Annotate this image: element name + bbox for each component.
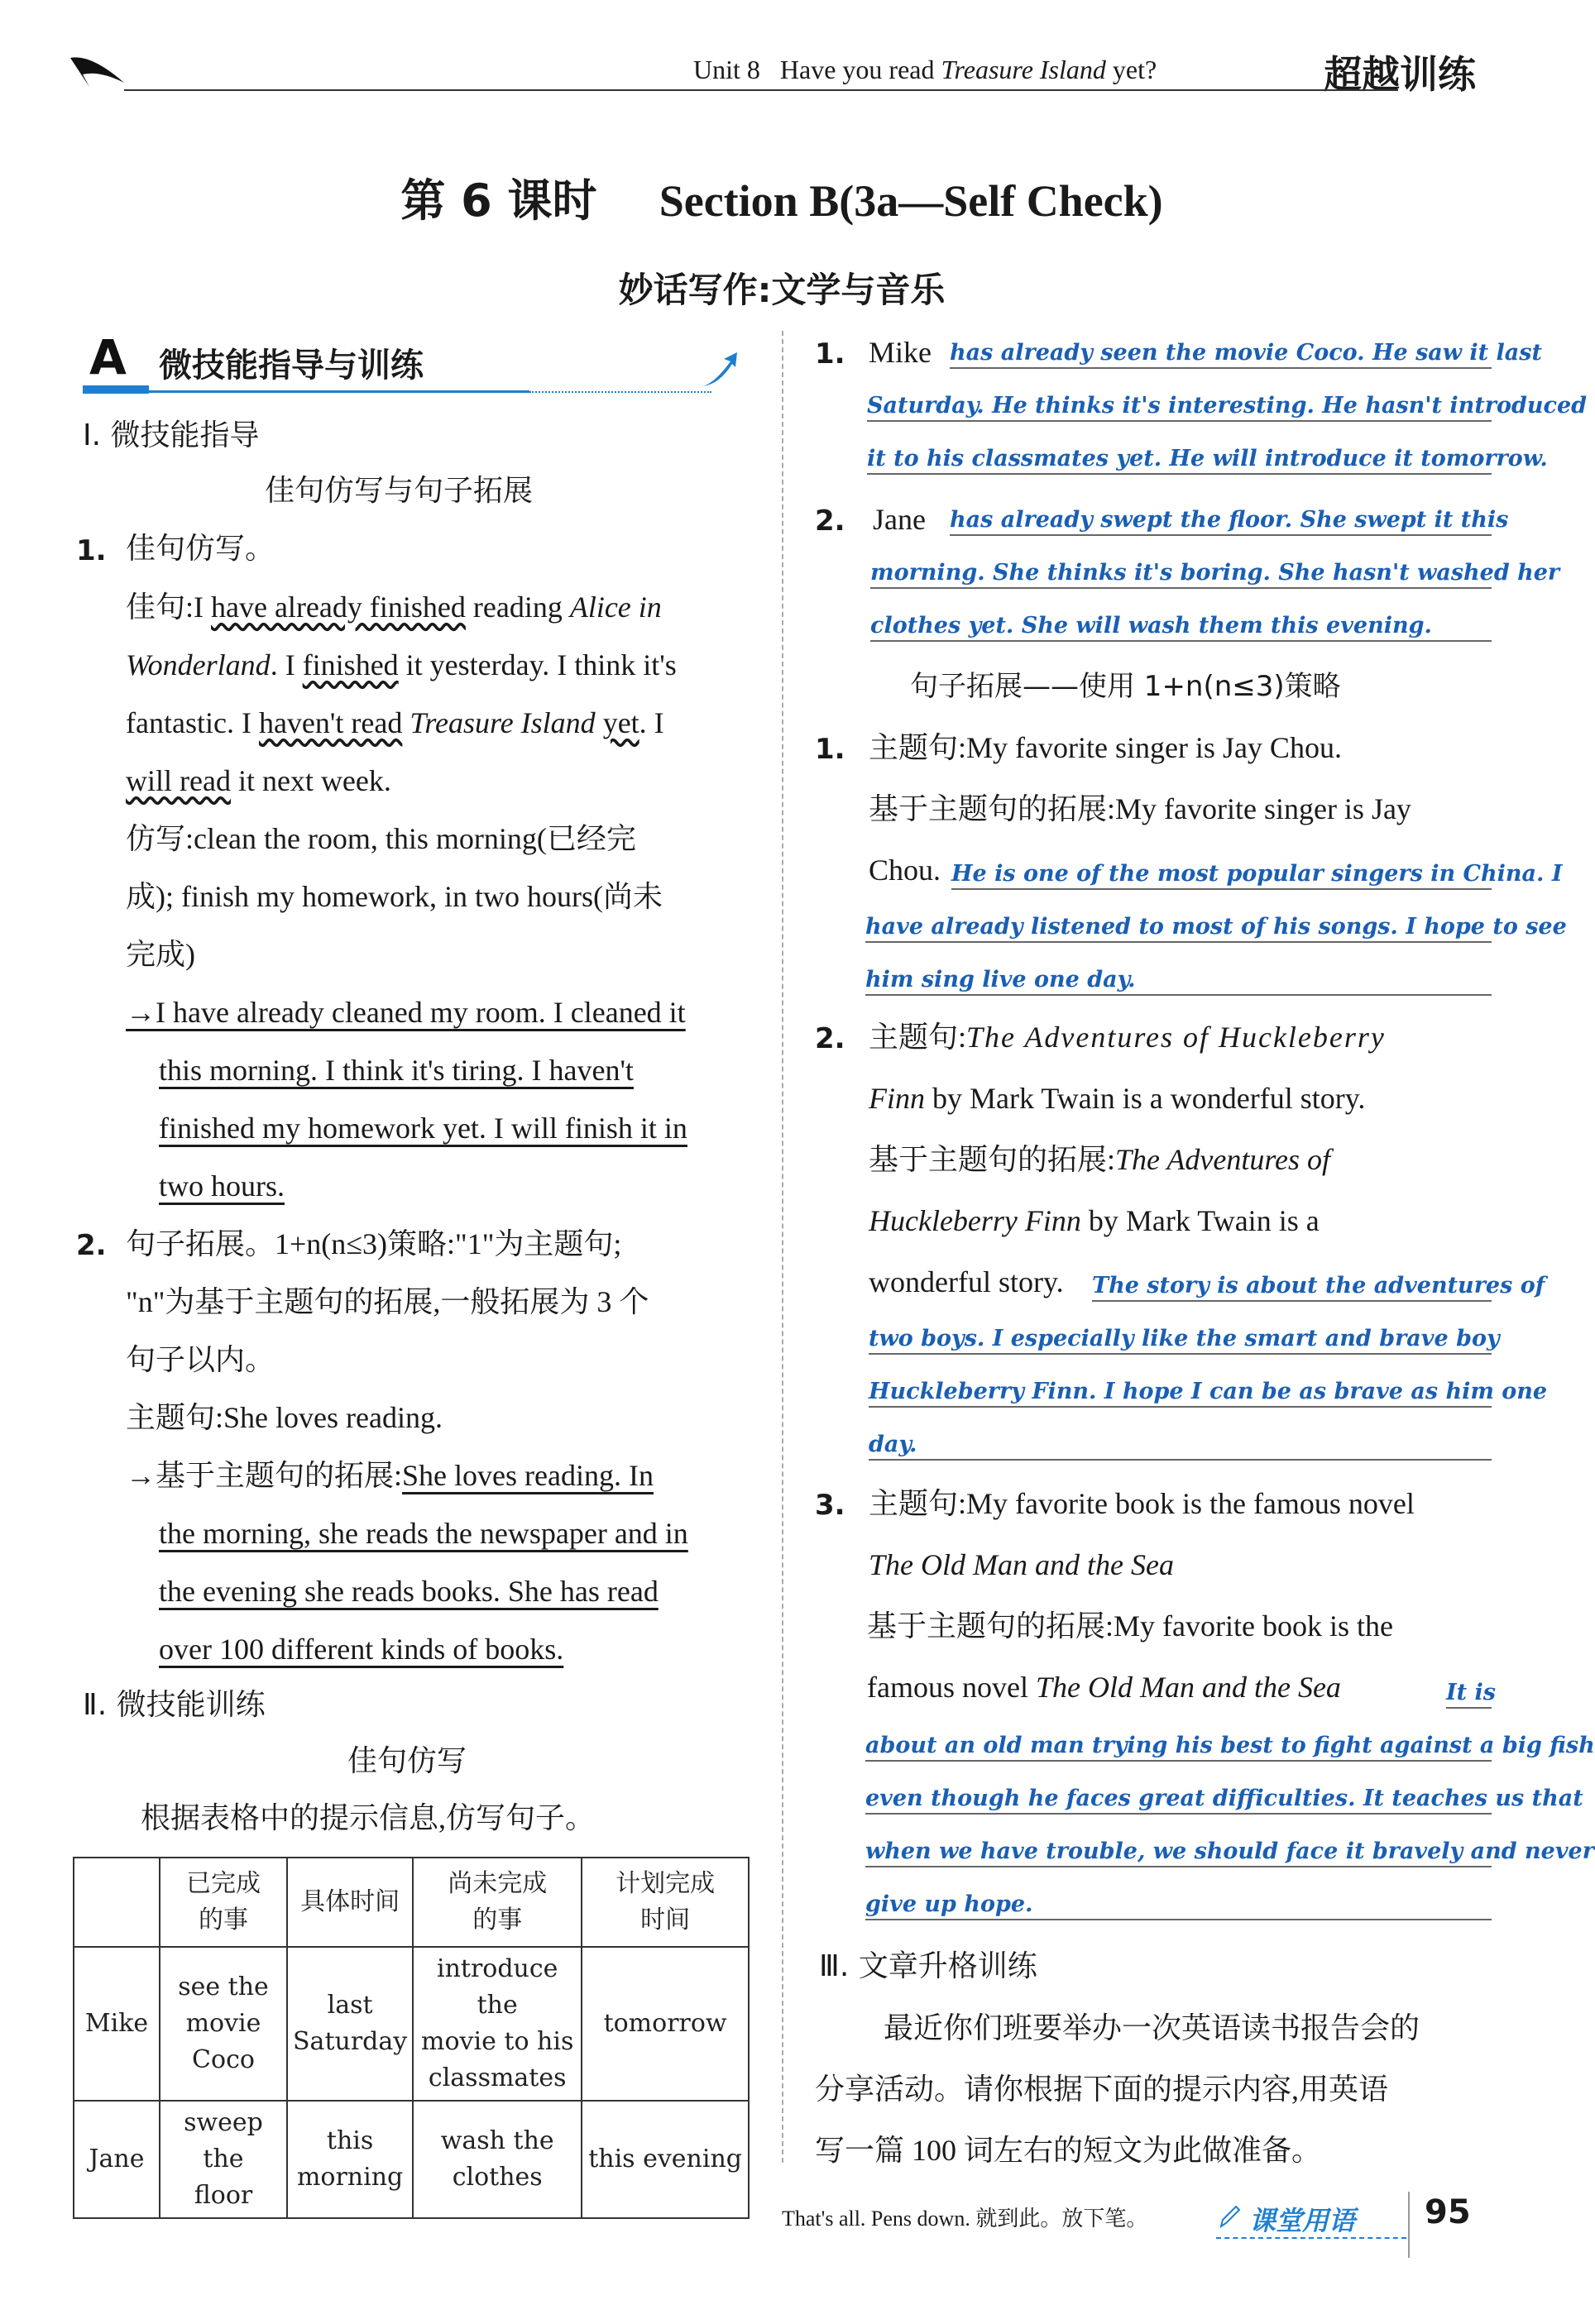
strategy2-answer-line: day. — [869, 1431, 1492, 1461]
table-cell: tomorrow — [582, 1947, 749, 2101]
section-label: Section B(3a—Self Check) — [659, 176, 1163, 226]
strategy2-answer-line: The story is about the adventures of — [1092, 1272, 1492, 1302]
strategy1-number: 1. — [815, 733, 845, 766]
footer-phrase: That's all. Pens down. 就到此。放下笔。 — [782, 2207, 1148, 2231]
table-cell: introduce the movie to his classmates — [413, 1947, 582, 2101]
strategy1-answer-line: He is one of the most popular singers in China. I — [951, 860, 1492, 890]
table-cell: Jane — [74, 2101, 160, 2218]
part3-heading: Ⅲ. 文章升格训练 — [819, 1949, 1037, 1983]
strategy2-answer-line: Huckleberry Finn. I hope I can be as brave as him one — [869, 1378, 1492, 1408]
strategy1-topic: 主题句:My favorite singer is Jay Chou. — [869, 731, 1342, 764]
table-header-row — [74, 1858, 749, 1947]
part1-heading: Ⅰ. 微技能指导 — [83, 418, 260, 452]
header-unit-line — [693, 55, 1157, 85]
banner-text: 微技能指导与训练 — [159, 347, 424, 385]
table-cell: last Saturday — [287, 1947, 413, 2101]
banner-letter: A — [89, 329, 127, 385]
page-subtitle: 妙话写作:文学与音乐 — [618, 270, 946, 310]
column-divider — [782, 331, 783, 2163]
strategy3-number: 3. — [815, 1489, 845, 1522]
strategy1-expand-lead: 基于主题句的拓展:My favorite singer is Jay — [869, 792, 1411, 825]
strategy2-topic-rest: by Mark Twain is a wonderful story. — [925, 1082, 1366, 1115]
strategy1-expand-lead2: Chou. — [869, 854, 941, 887]
strategy2-topic-title2: Finn — [869, 1082, 925, 1115]
answer1-line: it to his classmates yet. He will introduce it tomorrow. — [867, 445, 1492, 475]
table-header-cell: 具体时间 — [287, 1858, 413, 1947]
strategy-heading: 句子拓展——使用 1+n(n≤3)策略 — [910, 670, 1341, 703]
strategy3-expand2: famous novel — [867, 1671, 1036, 1704]
answer2-lead: Jane — [873, 503, 926, 536]
strategy3-answer-line: It is — [1446, 1679, 1492, 1709]
table-cell: sweep the floor — [160, 2101, 287, 2218]
strategy3-answer-line: even though he faces great difficulties. It teaches us that — [865, 1785, 1492, 1815]
strategy3-topic-title: The Old Man and the Sea — [869, 1548, 1174, 1581]
table-header-cell — [74, 1858, 160, 1947]
strategy2-expand-label: 基于主题句的拓展: — [869, 1143, 1116, 1176]
table-row — [74, 2101, 749, 2218]
table-header-cell: 尚未完成 的事 — [413, 1858, 582, 1947]
strategy2-expand-title: The Adventures of — [1115, 1143, 1330, 1176]
item2-number: 2. — [76, 1229, 107, 1262]
strategy2-answer-line: two boys. I especially like the smart and brave boy — [869, 1325, 1492, 1355]
page-number: 95 — [1425, 2193, 1471, 2231]
table-header-cell: 计划完成 时间 — [582, 1858, 749, 1947]
topic-sentence: 主题句:She loves reading. — [126, 1401, 443, 1434]
strategy3-answer-line: give up hope. — [865, 1891, 1492, 1920]
table-cell: this morning — [287, 2101, 413, 2218]
part2-heading: Ⅱ. 微技能训练 — [83, 1688, 266, 1722]
table-cell: see the movie Coco — [160, 1947, 287, 2101]
strategy2-expand-rest2: wonderful story. — [869, 1265, 1064, 1298]
unit-label: Unit 8 — [693, 55, 760, 84]
strategy3-expand2-title: The Old Man and the Sea — [1035, 1671, 1341, 1704]
section-banner — [83, 331, 745, 397]
strategy2-topic-label: 主题句: — [869, 1021, 967, 1054]
lesson-label: 第 6 课时 — [400, 175, 597, 227]
strategy2-topic-title: The Adventures of Huckleberry — [966, 1021, 1386, 1054]
brand-title: 超越训练 — [1324, 52, 1476, 97]
answer1-line: has already seen the movie Coco. He saw it last — [950, 339, 1492, 369]
answer2-number: 2. — [815, 504, 845, 538]
answer1-lead: Mike — [869, 336, 932, 369]
part2-instruction: 根据表格中的提示信息,仿写句子。 — [141, 1801, 596, 1834]
table-cell: wash the clothes — [413, 2101, 582, 2218]
table-header-cell: 已完成 的事 — [160, 1858, 287, 1947]
table-row — [74, 1947, 749, 2101]
table-cell: this evening — [582, 2101, 749, 2218]
answer1-number: 1. — [815, 337, 845, 371]
answer1-line: Saturday. He thinks it's interesting. He hasn't introduced — [867, 392, 1492, 422]
strategy3-answer-line: when we have trouble, we should face it bravely and never — [865, 1838, 1492, 1867]
strategy2-number: 2. — [815, 1022, 845, 1055]
strategy3-topic: 主题句:My favorite book is the famous novel — [869, 1487, 1415, 1520]
answer2-line: morning. She thinks it's boring. She hasn't washed her — [870, 559, 1492, 589]
item1-title: 佳句仿写。 — [126, 532, 275, 566]
question-title: Treasure Island — [941, 55, 1106, 84]
page-title — [0, 165, 1564, 229]
answer2-line: has already swept the floor. She swept it this — [950, 506, 1492, 536]
strategy3-expand: 基于主题句的拓展:My favorite book is the — [867, 1609, 1393, 1643]
back-arrow-icon — [66, 50, 132, 94]
strategy2-expand-rest: by Mark Twain is a — [1080, 1204, 1320, 1237]
info-table — [73, 1857, 750, 2219]
footer-label: 课堂用语 — [1249, 2205, 1356, 2236]
strategy1-answer-line: have already listened to most of his songs. I hope to see — [865, 913, 1492, 943]
table-cell: Mike — [74, 1947, 160, 2101]
part1-subheading: 佳句仿写与句子拓展 — [265, 474, 534, 508]
part2-subheading: 佳句仿写 — [347, 1744, 467, 1778]
strategy2-expand-title2: Huckleberry Finn — [869, 1204, 1081, 1237]
arrow-up-icon — [699, 349, 740, 394]
pen-icon — [1216, 2202, 1244, 2233]
question-post: yet? — [1105, 55, 1157, 84]
strategy1-answer-line: him sing live one day. — [865, 966, 1492, 996]
strategy3-answer-line: about an old man trying his best to fight against a big fish — [865, 1732, 1492, 1762]
answer2-line: clothes yet. She will wash them this evening. — [870, 612, 1492, 642]
item1-number: 1. — [76, 534, 107, 567]
question-pre: Have you read — [779, 55, 941, 84]
